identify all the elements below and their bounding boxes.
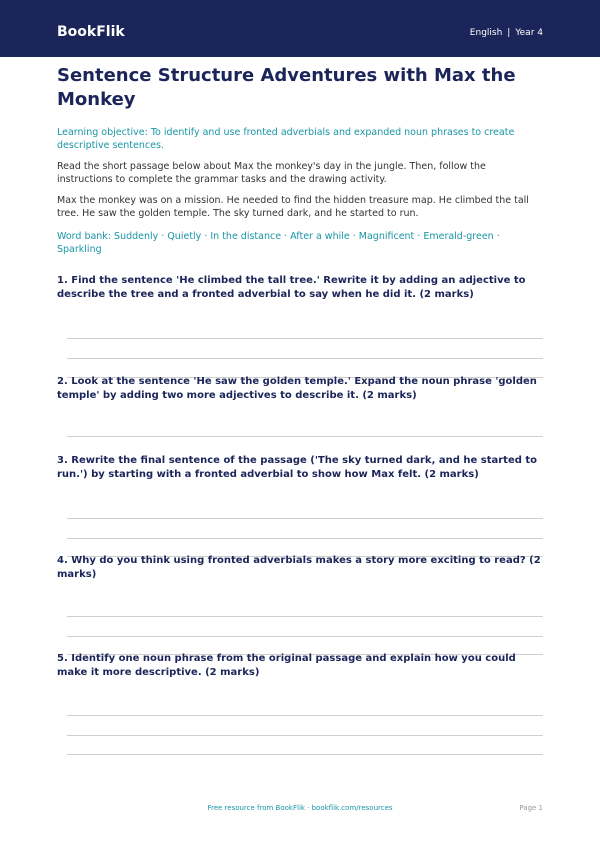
answer-line[interactable] (67, 735, 543, 736)
answer-line[interactable] (67, 715, 543, 716)
worksheet-body (57, 64, 543, 755)
subject-label: English (469, 28, 503, 38)
answer-line[interactable] (67, 436, 543, 437)
year-label: Year 4 (515, 28, 543, 38)
page-title: Sentence Structure Adventures with Max the Monkey (57, 65, 516, 110)
header-bar (0, 0, 600, 57)
subject-year-label (470, 27, 543, 39)
meta-separator: | (507, 28, 511, 38)
answer-line[interactable] (67, 358, 543, 359)
learning-objective: Learning objective: To identify and use fronted adverbials and expanded noun phrases to create descriptive sentences. (57, 127, 515, 151)
question-2: 2. Look at the sentence 'He saw the golden temple.' Expand the noun phrase 'golden temple' by adding two more adjectives to describe it. (2 marks) (57, 376, 537, 401)
footer-resource-link[interactable]: Free resource from BookFlik · bookflik.com/resources (207, 804, 393, 812)
question-4: 4. Why do you think using fronted adverbials makes a story more exciting to read? (2 marks) (57, 555, 541, 580)
word-bank: Word bank: Suddenly · Quietly · In the distance · After a while · Magnificent · Emerald-green · Sparkling (57, 231, 500, 255)
page-number: Page 1 (519, 804, 543, 812)
question-1: 1. Find the sentence 'He climbed the tall tree.' Rewrite it by adding an adjective to describe the tree and a fronted adverbial to say when he did it. (2 marks) (57, 275, 526, 300)
passage-text: Max the monkey was on a mission. He needed to find the hidden treasure map. He climbed the tall tree. He saw the golden temple. The sky turned dark, and he started to run. (57, 195, 529, 219)
answer-line[interactable] (67, 636, 543, 637)
instructions-text: Read the short passage below about Max the monkey's day in the jungle. Then, follow the instructions to complete the grammar tasks and the drawing activity. (57, 161, 486, 185)
answer-line[interactable] (67, 616, 543, 617)
answer-line[interactable] (67, 518, 543, 519)
brand-logo[interactable]: BookFlik (57, 24, 125, 40)
answer-line[interactable] (67, 538, 543, 539)
question-3: 3. Rewrite the final sentence of the passage ('The sky turned dark, and he started to run.') by starting with a fronted adverbial to show how Max felt. (2 marks) (57, 455, 538, 480)
question-5: 5. Identify one noun phrase from the original passage and explain how you could make it more descriptive. (2 marks) (57, 653, 516, 678)
answer-line[interactable] (67, 754, 543, 755)
answer-line[interactable] (67, 338, 543, 339)
